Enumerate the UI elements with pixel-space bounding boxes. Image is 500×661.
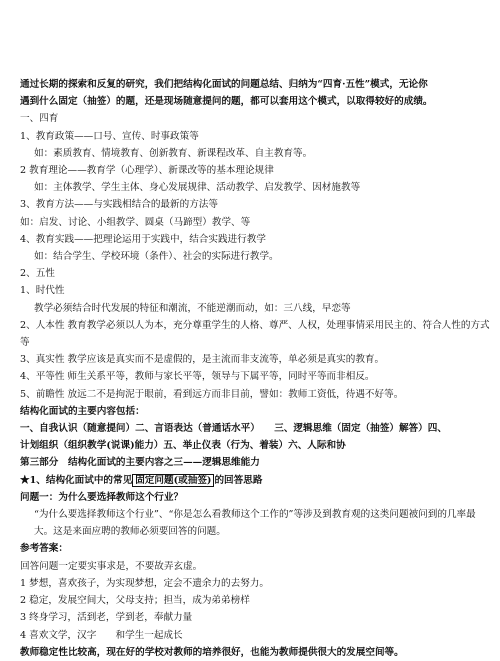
heading-four-education: 一、四育 <box>20 113 59 125</box>
answer-point-4: 4 喜欢文学，汉字 和学生一起成长 <box>20 629 183 641</box>
item-education-practice: 4、教育实践——把理论运用于实践中，结合实践进行教学 <box>20 233 266 245</box>
item-education-method-example: 如：启发、讨论、小组教学、圆桌（马蹄型）教学、等 <box>20 216 251 228</box>
answer-summary: 教师稳定性比较高，现在好的学校对教师的培养很好，也能为教师提供很大的发展空间等。 <box>20 646 404 658</box>
fixed-question-box: 固定问题(或抽签) <box>132 474 214 487</box>
item-equality: 4、平等性 师生关系平等，教师与家长平等，领导与下属平等，同时平等而非相反。 <box>20 371 375 383</box>
part-three-heading: 第三部分 结构化面试的主要内容之三——逻辑思维能力 <box>20 457 260 469</box>
item-foresight: 5、前瞻性 放远二不是拘泥于眼前，看到远方而非目前，譬如：教师工资低，待遇不好等。 <box>20 388 404 400</box>
answer-approach-prefix: ★1、结构化面试中的常见 <box>20 474 133 486</box>
item-education-policy-example: 如：素质教育、情境教育、创新教育、新课程改革、自主教育等。 <box>34 147 313 159</box>
question-one: 问题一：为什么要选择教师这个行业？ <box>20 491 184 503</box>
answer-intro: 回答问题一定要实事求是，不要故弄玄虚。 <box>20 560 203 572</box>
answer-approach-heading <box>20 472 490 489</box>
answer-point-2: 2 稳定，发展空间大，父母支持；担当，成为弟弟榜样 <box>20 595 250 607</box>
section-main-content: 结构化面试的主要内容包括： <box>20 405 145 417</box>
content-list-line-2: 计划组织（组织教学(说课)能力）五、举止仪表（行为、着装）六、人际和协 <box>20 440 346 452</box>
item-education-theory: 2 教育理论——教育学（心理学）、新课改等的基本理论规律 <box>20 165 274 177</box>
intro-line-2: 遇到什么固定（抽签）的题，还是现场随意提问的题，都可以套用这个模式，以取得较好的成绩。 <box>20 96 433 108</box>
item-education-policy: 1、教育政策——口号、宣传、时事政策等 <box>20 130 199 142</box>
item-humanism: 2、人本性 教育教学必须以人为本，充分尊重学生的人格、尊严、人权，处理事情采用民主的、符合人性的方式等 <box>20 319 490 349</box>
content-list-line-1: 一、自我认识（随意提问）二、言语表达（普通话水平） 三、逻辑思维（固定（抽签）解答）四、 <box>20 423 447 435</box>
answer-approach-suffix: 的回答思路 <box>214 474 263 486</box>
intro-line-1: 通过长期的探索和反复的研究，我们把结构化面试的问题总结、归纳为“四育·五性”模式，无论你 <box>20 79 428 90</box>
item-timeliness-text: 教学必须结合时代发展的特征和潮流，不能逆潮而动，如：三八线，早恋等 <box>34 302 351 314</box>
reference-answer-heading: 参考答案： <box>20 543 68 555</box>
item-education-practice-example: 如：结合学生、学校环境（条件）、社会的实际进行教学。 <box>34 251 279 263</box>
item-timeliness: 1、时代性 <box>20 285 65 297</box>
item-education-method: 3、教育方法——与实践相结合的最新的方法等 <box>20 199 218 211</box>
heading-five-nature: 2、五性 <box>20 268 55 280</box>
answer-point-1: 1 梦想，喜欢孩子，为实现梦想，定会不遗余力的去努力。 <box>20 577 269 589</box>
item-education-theory-example: 如：主体教学、学生主体、身心发展规律、活动教学、启发教学、因材施教等 <box>34 182 361 194</box>
question-one-explanation: “为什么要选择教师这个行业”、“你是怎么看教师这个工作的”等涉及到教育观的这类问题被问到的几率最大。这是来面应聘的教师必须要回答的问题。 <box>34 509 476 538</box>
item-authenticity: 3、真实性 教学应该是真实而不是虚假的，是主流而非支流等，单必须是真实的教育。 <box>20 354 385 366</box>
answer-point-3: 3 终身学习，活到老，学到老，奉献力量 <box>20 612 193 624</box>
